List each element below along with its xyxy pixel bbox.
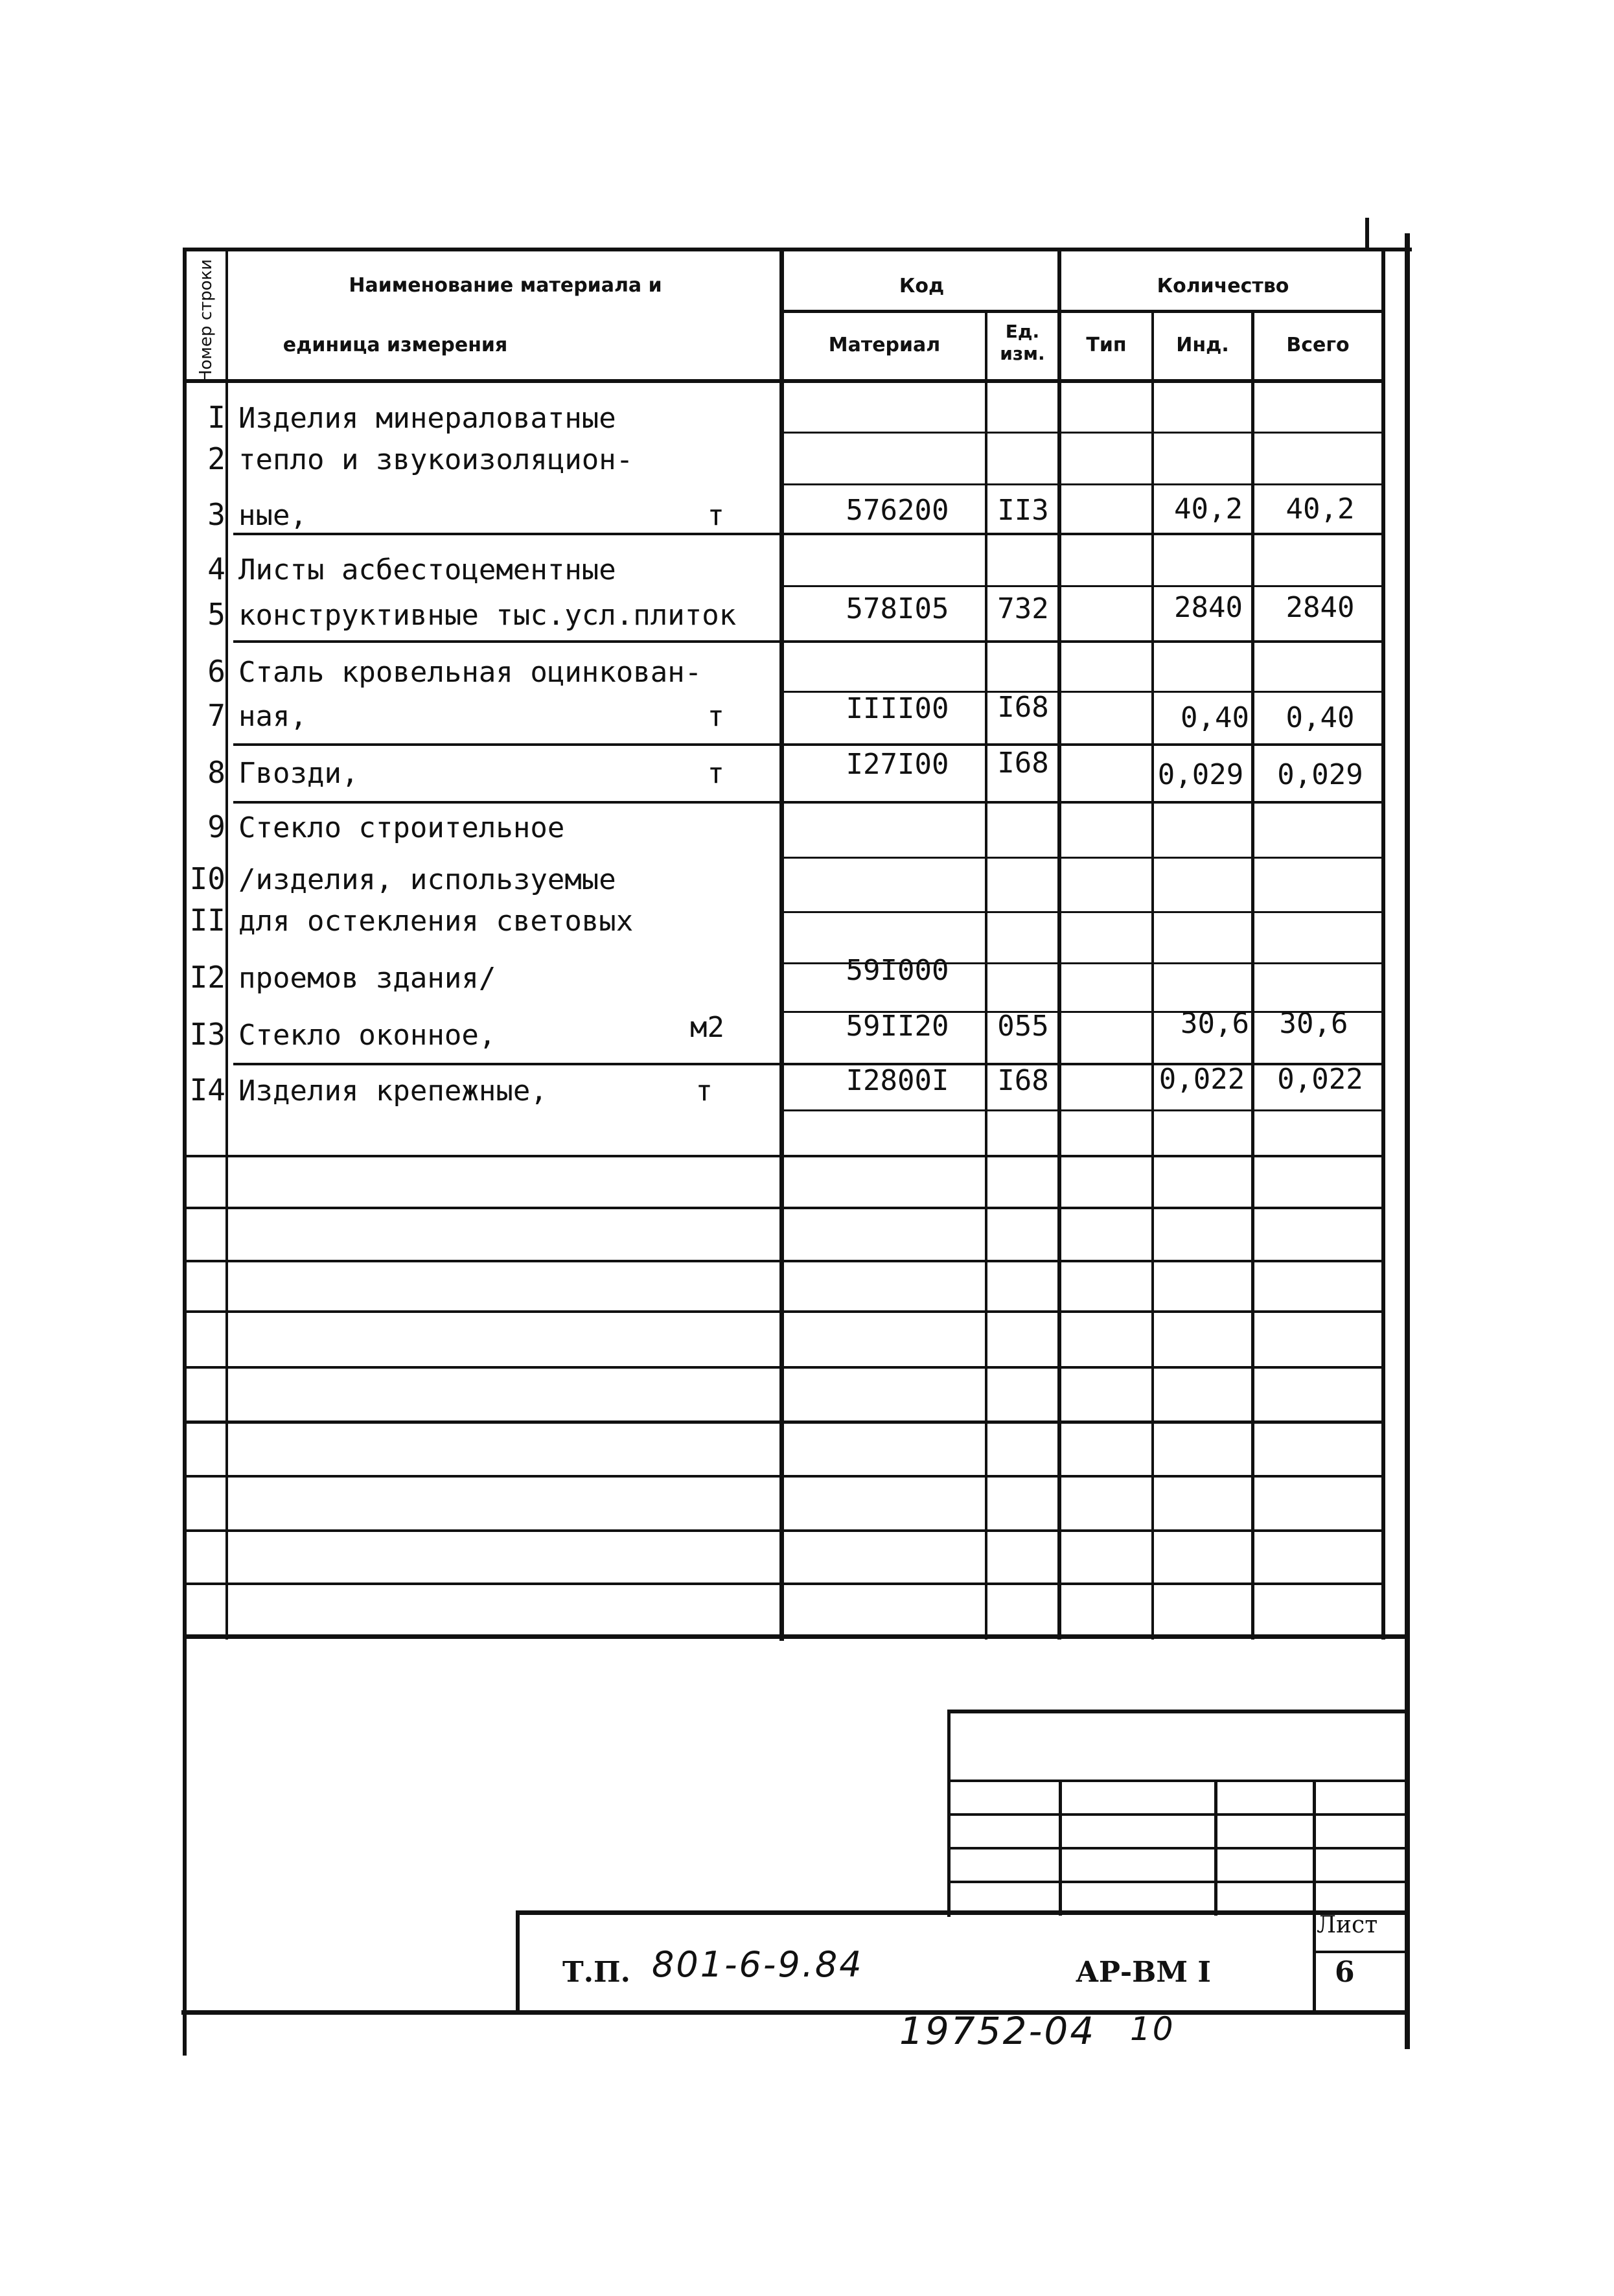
row-number: 9 [207,809,225,844]
row-line [781,432,1384,434]
material-name: ные, [238,499,307,532]
total-quantity: 30,6 [1279,1007,1348,1040]
ind-quantity: 0,40 [1181,701,1249,734]
material-header: Материал [828,334,941,356]
unit-of-measure: т [707,757,724,790]
row-line [781,483,1384,485]
total-quantity: 0,40 [1285,701,1355,734]
empty-row-line [183,1475,1385,1478]
right-frame-line [1405,233,1410,2049]
row-number: I2 [189,960,225,995]
designation-left-line [516,1910,520,2014]
quantity-header: Количество [1157,275,1289,297]
row-number: 7 [207,698,225,733]
total-quantity: 0,022 [1277,1063,1363,1096]
empty-row-line [183,1366,1385,1369]
col-line-total [1381,248,1385,1640]
material-code: 576200 [846,494,949,527]
bottom-frame-line [181,2010,1407,2015]
stamp-line [947,1813,1407,1816]
table-bottom-line [183,1634,1407,1639]
row-number: II [189,903,225,938]
ind-header: Инд. [1176,334,1229,356]
unit-code: 732 [997,592,1049,625]
header-bottom-line [183,379,1385,383]
stamp-line [947,1780,1407,1782]
project-number: 801-6-9.84 [652,1944,864,1985]
header-subline [781,310,1384,313]
row-line [781,911,1384,913]
row-number: 2 [207,441,225,476]
stamp-col-line [1214,1780,1217,1916]
ind-quantity: 0,022 [1159,1063,1245,1096]
material-name: проемов здания/ [238,962,496,995]
row-number: 8 [207,755,225,790]
stamp-top-line [947,1710,1407,1713]
type-header: Тип [1086,334,1127,356]
material-code: IIII00 [846,692,949,725]
empty-row-line [183,1260,1385,1262]
row-line [233,801,1384,804]
material-code: I27I00 [846,748,949,781]
unit-of-measure: т [707,700,724,733]
material-code: 59II20 [846,1010,949,1043]
row-line [781,857,1384,859]
stamp-col-line [1313,1780,1316,2014]
row-line [781,585,1384,587]
material-name: Стекло оконное, [238,1019,496,1052]
row-line [781,1109,1384,1111]
page-number: 10 [1130,2010,1175,2048]
row-number: I4 [189,1073,225,1107]
inventory-number: 19752-04 [899,2009,1096,2053]
name-header: Наименование материала и [349,274,662,297]
name-header-2: единица измерения [282,334,508,356]
stamp-prefix: Т.П. [562,1956,630,1989]
unit-of-measure: м2 [690,1011,724,1044]
unit-code: II3 [997,494,1049,527]
stamp-line [947,1881,1407,1883]
empty-row-line [183,1207,1385,1209]
ind-quantity: 40,2 [1174,493,1243,526]
empty-row-line [183,1583,1385,1585]
material-name: Стекло строительное [238,811,565,844]
unit-code: I68 [997,747,1049,780]
row-line [233,640,1384,643]
col-line-name [779,248,784,1641]
ind-quantity: 0,029 [1157,758,1244,791]
unit-code: I68 [997,1064,1049,1097]
stamp-col-line [1059,1780,1062,1916]
material-code: 578I05 [846,592,949,625]
total-quantity: 2840 [1285,591,1355,624]
total-quantity: 0,029 [1277,758,1363,791]
empty-row-line [183,1421,1385,1424]
material-code: I2800I [846,1064,949,1097]
rownum-header: Номер строки [196,259,216,383]
sheet-label-line [1313,1951,1407,1953]
material-name: Гвозди, [238,757,359,790]
row-number: 5 [207,597,225,632]
stamp-line [947,1847,1407,1850]
material-name: конструктивные тыс.усл.плиток [238,599,737,632]
material-name: для остекления световых [238,905,634,938]
unit-of-measure: т [707,499,724,532]
empty-row-line [183,1310,1385,1313]
col-line-type [1151,312,1154,1640]
row-line [233,533,1384,535]
empty-row-line [183,1155,1385,1157]
code-header: Код [899,275,945,297]
unit-header: Ед. изм. [1000,321,1045,364]
unit-of-measure: т [695,1074,713,1107]
row-number: I [207,400,225,435]
frame-tick [1365,218,1369,249]
total-quantity: 40,2 [1285,493,1355,526]
sheet-number: 6 [1335,1956,1355,1989]
material-name: /изделия, используемые [238,863,616,896]
ind-quantity: 30,6 [1181,1007,1249,1040]
row-number: I3 [189,1017,225,1052]
empty-row-line [183,1529,1385,1532]
unit-code: I68 [997,691,1049,724]
unit-code: 055 [997,1010,1049,1043]
ind-quantity: 2840 [1174,591,1243,624]
material-name: тепло и звукоизоляцион- [238,443,634,476]
material-name: Изделия крепежные, [238,1074,548,1107]
material-name: Изделия минераловатные [238,402,616,435]
material-code: 59I000 [846,954,949,987]
row-line [233,743,1384,746]
row-number: 4 [207,551,225,586]
row-number: I0 [189,861,225,896]
col-line-rownum [225,248,228,1640]
total-header: Всего [1286,334,1350,356]
material-name: Листы асбестоцементные [238,553,616,586]
col-line-unit [1057,248,1061,1640]
row-number: 3 [207,497,225,532]
document-code: АР-ВМ I [1076,1956,1211,1989]
designation-top-line [516,1910,1407,1915]
material-name: Сталь кровельная оцинкован- [238,656,702,689]
sheet-label: Лист [1317,1912,1378,1938]
row-number: 6 [207,654,225,689]
material-name: ная, [238,700,307,733]
